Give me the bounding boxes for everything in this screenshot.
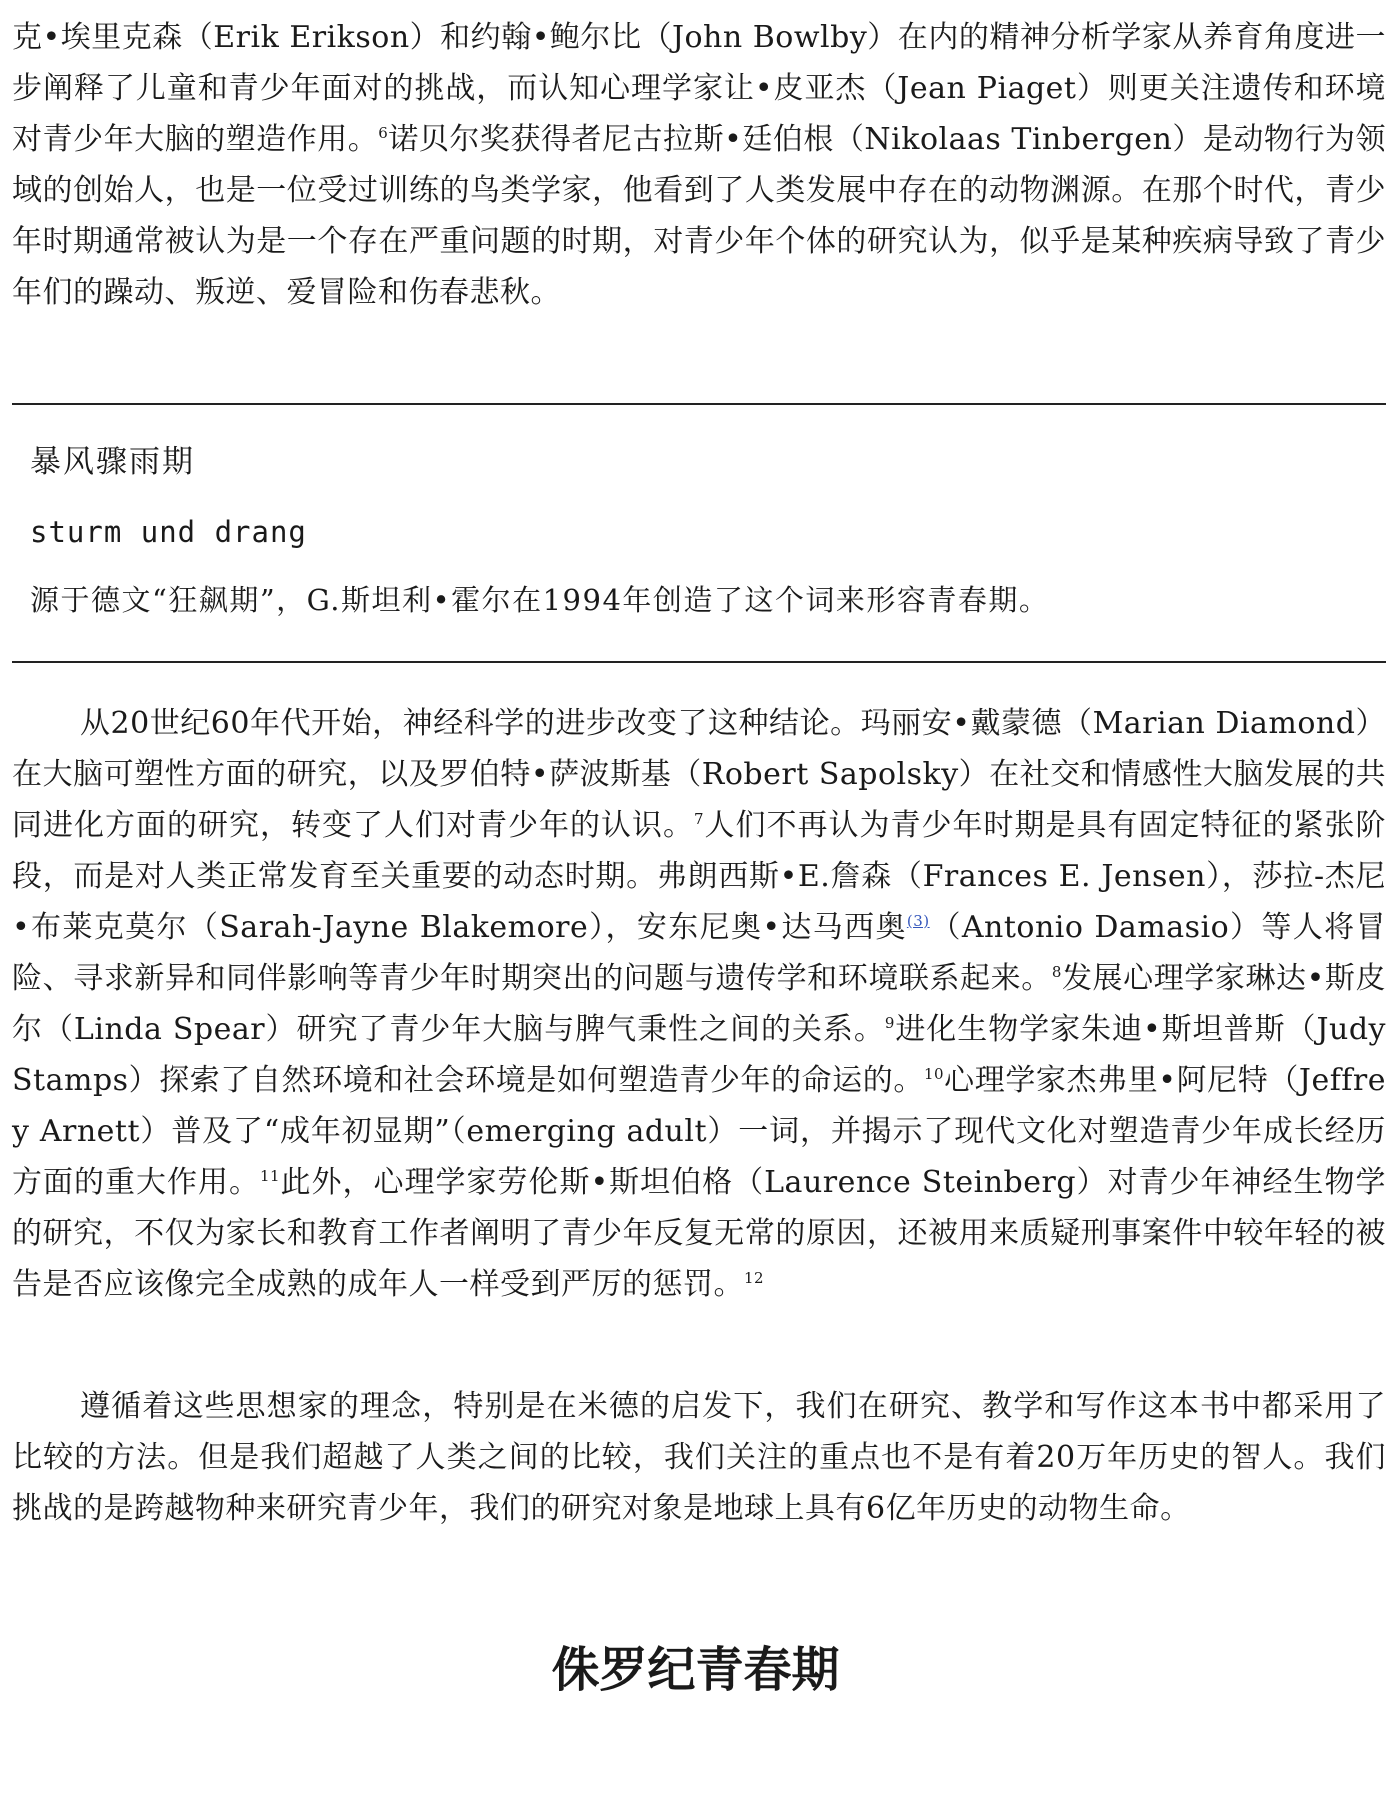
paragraph-1-text-a: 克•埃里克森（Erik Erikson）和约翰•鲍尔比（John Bowlby）在内的精神分析学家从养育角度进一步阐释了儿童和青少年面对的挑战，而认知心理学家让•皮亚杰（Jean Piaget）则更关注遗传和环境对青少年大脑的塑造作用。 — [12, 20, 1386, 157]
paragraph-2-text-c: （Antonio Damasio）等人将冒险、寻求新异和同伴影响等青少年时期突出的问题与遗传学和环境联系起来。 — [12, 910, 1386, 996]
glossary-definition: 源于德文“狂飙期”，G.斯坦利•霍尔在1994年创造了这个词来形容青春期。 — [30, 583, 1050, 617]
glossary-term: 暴风骤雨期 — [30, 444, 195, 480]
paragraph-2-text-a: 从20世纪60年代开始，神经科学的进步改变了这种结论。玛丽安•戴蒙德（Marian Diamond）在大脑可塑性方面的研究，以及罗伯特•萨波斯基（Robert Sapolsky）在社交和情感性大脑发展的共同进化方面的研究，转变了人们对青少年的认识。 — [12, 706, 1386, 843]
section-heading: 侏罗纪青春期 — [551, 1642, 840, 1698]
footnote-marker-9: 9 — [884, 1014, 895, 1032]
footnote-marker-12: 12 — [744, 1269, 765, 1287]
paragraph-2-text-b: 人们不再认为青少年时期是具有固定特征的紧张阶段，而是对人类正常发育至关重要的动态时期。弗朗西斯•E.詹森（Frances E. Jensen），莎拉-杰尼•布莱克莫尔（Sarah-Jayne Blakemore），安东尼奥•达马西奥 — [12, 808, 1387, 945]
footnote-marker-7: 7 — [693, 810, 705, 828]
sidebar-bottom-rule — [12, 661, 1386, 663]
footnote-marker-10: 10 — [923, 1065, 945, 1083]
footnote-link-3[interactable]: (3) — [906, 912, 930, 930]
paragraph-2-text-g: 此外，心理学家劳伦斯•斯坦伯格（Laurence Steinberg）对青少年神经生物学的研究，不仅为家长和教育工作者阐明了青少年反复无常的原因，还被用来质疑刑事案件中较年轻的被告是否应该像完全成熟的成年人一样受到严厉的惩罚。 — [12, 1165, 1386, 1302]
paragraph-2-text-f: 心理学家杰弗里•阿尼特（Jeffrey Arnett）普及了“成年初显期”（emerging adult）一词，并揭示了现代文化对塑造青少年成长经历方面的重大作用。 — [12, 1063, 1387, 1200]
body-paragraph-2 — [12, 698, 1386, 1310]
footnote-marker-11: 11 — [259, 1167, 281, 1185]
body-paragraph-1 — [12, 12, 1386, 318]
footnote-marker-8: 8 — [1051, 963, 1062, 981]
glossary-term-foreign: sturm und drang — [30, 515, 307, 549]
paragraph-2-text-e: 进化生物学家朱迪•斯坦普斯（Judy Stamps）探索了自然环境和社会环境是如何塑造青少年的命运的。 — [12, 1012, 1386, 1098]
paragraph-1-text-b: 诺贝尔奖获得者尼古拉斯•廷伯根（Nikolaas Tinbergen）是动物行为领域的创始人，也是一位受过训练的鸟类学家，他看到了人类发展中存在的动物渊源。在那个时代，青少年时期通常被认为是一个存在严重问题的时期，对青少年个体的研究认为，似乎是某种疾病导致了青少年们的躁动、叛逆、爱冒险和伤春悲秋。 — [12, 122, 1386, 310]
body-paragraph-3: 遵循着这些思想家的理念，特别是在米德的启发下，我们在研究、教学和写作这本书中都采用了比较的方法。但是我们超越了人类之间的比较，我们关注的重点也不是有着20万年历史的智人。我们挑战的是跨越物种来研究青少年，我们的研究对象是地球上具有6亿年历史的动物生命。 — [12, 1389, 1386, 1526]
footnote-marker-6: 6 — [378, 124, 389, 142]
sidebar-top-rule — [12, 403, 1386, 405]
paragraph-2-text-d: 发展心理学家琳达•斯皮尔（Linda Spear）研究了青少年大脑与脾气秉性之间的关系。 — [12, 961, 1387, 1047]
